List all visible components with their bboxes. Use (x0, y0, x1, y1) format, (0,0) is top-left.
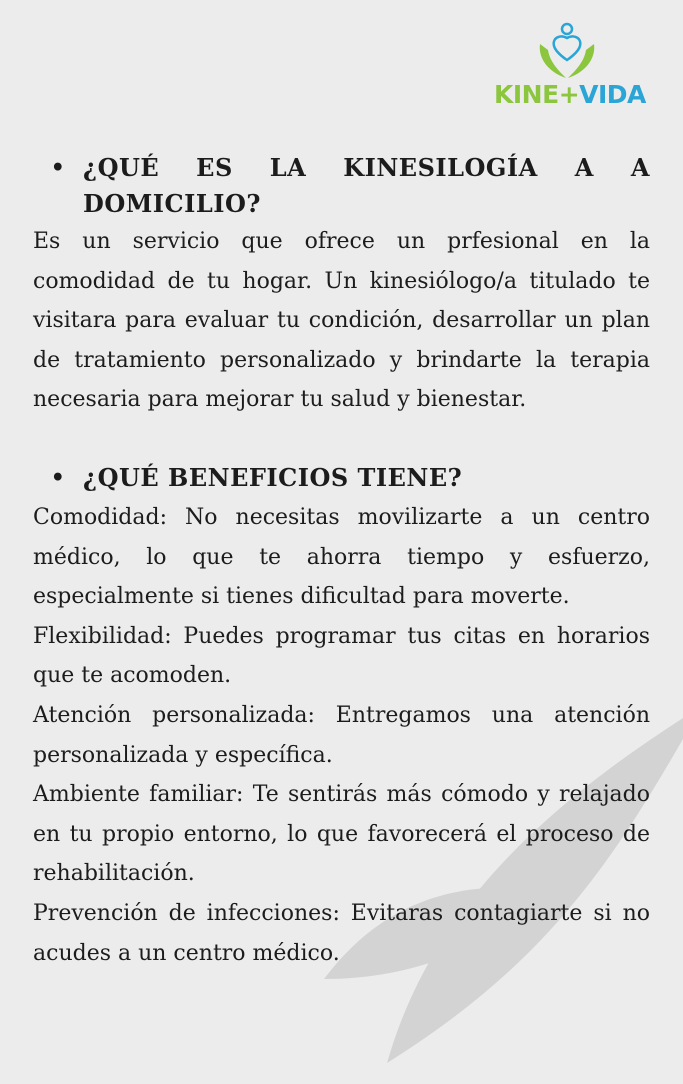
heading-text: ¿QUÉ BENEFICIOS TIENE? (83, 462, 463, 492)
benefit-item: Prevención de infecciones: Evitaras contagiarte si no acudes a un centro médico. (33, 900, 650, 966)
benefit-item: Ambiente familiar: Te sentirás más cómodo y relajado en tu propio entorno, lo que favorecerá el proceso de rehabilitación. (33, 782, 650, 887)
section-heading-what-is (33, 150, 650, 222)
section-heading-benefits (33, 460, 650, 496)
heading-text: ¿QUÉ ES LA KINESILOGÍA A A DOMICILIO? (83, 153, 650, 218)
bullet-icon: • (50, 155, 66, 181)
hands-heart-person-icon (536, 22, 598, 82)
brand-wordmark: KINE+VIDA (494, 80, 646, 109)
benefit-item: Atención personalizada: Entregamos una atención personalizada y específica. (33, 702, 650, 768)
benefit-item: Flexibilidad: Puedes programar tus citas en horarios que te acomoden. (33, 623, 650, 689)
bullet-icon: • (50, 464, 66, 491)
main-content (33, 150, 650, 973)
benefit-item: Comodidad: No necesitas movilizarte a un centro médico, lo que te ahorra tiempo y esfuerzo, especialmente si tienes dificultad para moverte. (33, 504, 650, 610)
brand-logo (494, 22, 650, 114)
intro-paragraph: Es un servicio que ofrece un prfesional en la comodidad de tu hogar. Un kinesiólogo/a titulado te visitara para evaluar tu condición, desarrollar un plan de tratamiento personalizado y brindarte la terapia necesaria para mejorar tu salud y bienestar. (33, 229, 650, 413)
